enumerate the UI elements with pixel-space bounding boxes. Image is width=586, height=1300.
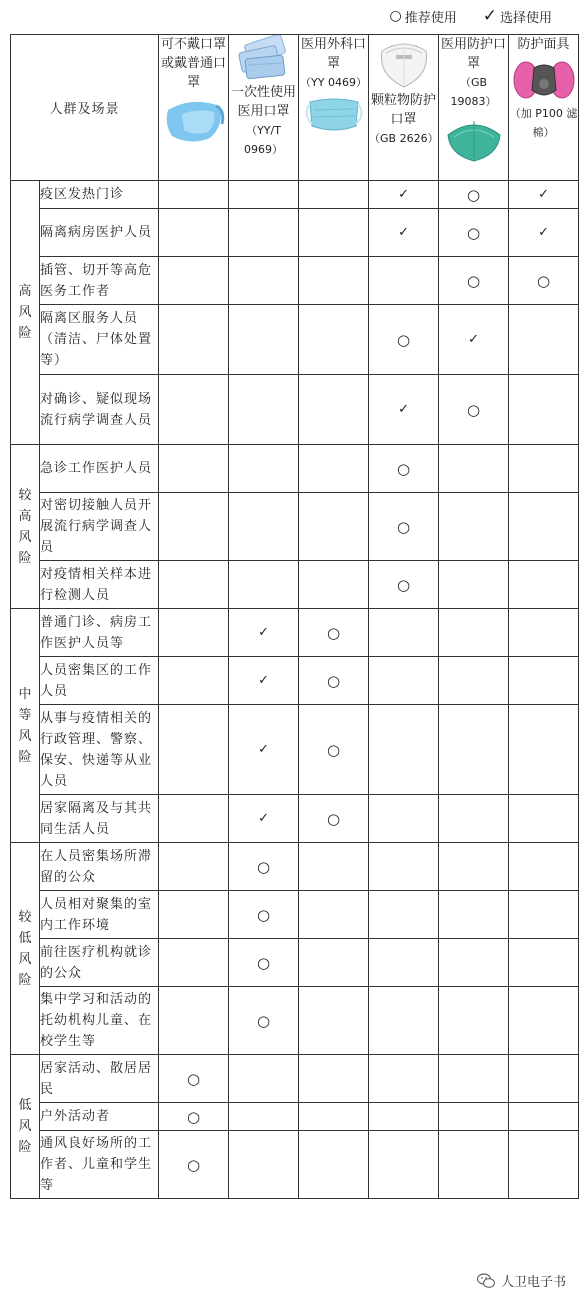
recommended-circle-icon: ○ [509, 257, 579, 305]
empty-cell [369, 1131, 439, 1199]
scene-cell: 隔离区服务人员（清洁、尸体处置等） [40, 305, 159, 375]
mask-label: 一次性使用医用口罩 [231, 85, 297, 119]
empty-cell [299, 561, 369, 609]
legend-optional-label: 选择使用 [499, 10, 552, 26]
empty-cell [439, 891, 509, 939]
optional-checkmark-icon: ✓ [369, 181, 439, 209]
empty-cell [439, 987, 509, 1055]
watermark [477, 1271, 566, 1290]
legend-optional [483, 6, 552, 26]
table-body [11, 181, 579, 1199]
empty-cell [509, 445, 579, 493]
empty-cell [369, 705, 439, 795]
empty-cell [299, 987, 369, 1055]
risk-level-cell [11, 445, 40, 609]
scene-cell: 居家隔离及与其共同生活人员 [40, 795, 159, 843]
scene-cell: 插管、切开等高危医务工作者 [40, 257, 159, 305]
empty-cell [229, 1131, 299, 1199]
scene-cell: 对确诊、疑似现场流行病学调查人员 [40, 375, 159, 445]
scene-cell: 人员相对聚集的室内工作环境 [40, 891, 159, 939]
empty-cell [229, 305, 299, 375]
empty-cell [369, 657, 439, 705]
scene-cell: 急诊工作医护人员 [40, 445, 159, 493]
recommended-circle-icon: ○ [229, 843, 299, 891]
table-row [11, 609, 579, 657]
empty-cell [439, 657, 509, 705]
empty-cell [369, 257, 439, 305]
empty-cell [439, 561, 509, 609]
empty-cell [439, 1103, 509, 1131]
empty-cell [159, 939, 229, 987]
empty-cell [159, 657, 229, 705]
recommended-circle-icon: ○ [439, 375, 509, 445]
optional-checkmark-icon: ✓ [229, 705, 299, 795]
risk-level-label: 低风险 [18, 1098, 32, 1155]
watermark-text: 人卫电子书 [500, 1275, 566, 1290]
recommended-circle-icon: ○ [299, 795, 369, 843]
scene-cell: 对密切接触人员开展流行病学调查人员 [40, 493, 159, 561]
optional-checkmark-icon: ✓ [229, 609, 299, 657]
empty-cell [369, 1055, 439, 1103]
empty-cell [439, 939, 509, 987]
mask-header-medical-protective [439, 35, 509, 181]
scene-cell: 在人员密集场所滞留的公众 [40, 843, 159, 891]
empty-cell [509, 561, 579, 609]
empty-cell [439, 1131, 509, 1199]
empty-cell [159, 493, 229, 561]
empty-cell [299, 1103, 369, 1131]
recommended-circle-icon: ○ [299, 657, 369, 705]
legend [390, 6, 553, 26]
table-row [11, 795, 579, 843]
empty-cell [509, 891, 579, 939]
empty-cell [159, 987, 229, 1055]
table-row [11, 445, 579, 493]
empty-cell [509, 939, 579, 987]
risk-level-cell [11, 1055, 40, 1199]
green-n95-respirator-picture [442, 111, 506, 163]
scene-cell: 集中学习和活动的托幼机构儿童、在校学生等 [40, 987, 159, 1055]
empty-cell [299, 939, 369, 987]
mask-standard: （加 P100 滤棉） [509, 107, 578, 139]
empty-cell [299, 1131, 369, 1199]
table-row [11, 705, 579, 795]
table-row [11, 657, 579, 705]
empty-cell [369, 1103, 439, 1131]
scene-cell: 对疫情相关样本进行检测人员 [40, 561, 159, 609]
table-row [11, 375, 579, 445]
empty-cell [159, 891, 229, 939]
empty-cell [439, 843, 509, 891]
empty-cell [299, 209, 369, 257]
empty-cell [509, 1055, 579, 1103]
recommended-circle-icon: ○ [229, 987, 299, 1055]
recommended-circle-icon: ○ [159, 1055, 229, 1103]
scene-column-header: 人群及场景 [11, 35, 159, 181]
risk-level-label: 高风险 [18, 284, 32, 341]
optional-checkmark-icon: ✓ [509, 209, 579, 257]
mask-header-none-or-ordinary [159, 35, 229, 181]
optional-checkmark-icon: ✓ [369, 375, 439, 445]
empty-cell [509, 1131, 579, 1199]
empty-cell [159, 609, 229, 657]
white-particulate-respirator-picture [372, 35, 436, 91]
mask-standard: （YY/T 0969） [244, 124, 284, 156]
empty-cell [369, 843, 439, 891]
table-row [11, 305, 579, 375]
mask-standard: （GB 19083） [450, 76, 497, 108]
mask-label: 医用外科口罩 [301, 37, 367, 71]
empty-cell [299, 305, 369, 375]
table-row [11, 257, 579, 305]
mask-label: 防护面具 [517, 37, 570, 52]
empty-cell [439, 795, 509, 843]
scene-cell: 疫区发热门诊 [40, 181, 159, 209]
empty-cell [509, 705, 579, 795]
wechat-icon [477, 1273, 495, 1289]
scene-cell: 居家活动、散居居民 [40, 1055, 159, 1103]
empty-cell [299, 493, 369, 561]
table-row [11, 561, 579, 609]
empty-cell [159, 375, 229, 445]
recommended-circle-icon: ○ [229, 939, 299, 987]
risk-level-label: 较高风险 [18, 487, 32, 566]
empty-cell [229, 1055, 299, 1103]
recommended-circle-icon: ○ [439, 257, 509, 305]
empty-cell [229, 1103, 299, 1131]
optional-checkmark-icon: ✓ [439, 305, 509, 375]
empty-cell [509, 795, 579, 843]
risk-level-cell [11, 843, 40, 1055]
risk-level-label: 较低风险 [18, 909, 32, 988]
recommended-circle-icon: ○ [369, 561, 439, 609]
table-row [11, 891, 579, 939]
recommended-circle-icon: ○ [369, 493, 439, 561]
mask-standard: （YY 0469） [300, 76, 367, 89]
risk-level-cell [11, 609, 40, 843]
recommended-circle-icon: ○ [229, 891, 299, 939]
table-row [11, 843, 579, 891]
pink-filter-respirator-picture [512, 54, 576, 104]
optional-checkmark-icon: ✓ [509, 181, 579, 209]
optional-checkmark-icon: ✓ [369, 209, 439, 257]
empty-cell [159, 795, 229, 843]
empty-cell [509, 657, 579, 705]
empty-cell [159, 257, 229, 305]
empty-cell [509, 493, 579, 561]
empty-cell [439, 609, 509, 657]
legend-recommended [390, 7, 457, 26]
empty-cell [299, 181, 369, 209]
empty-cell [509, 305, 579, 375]
circle-icon: ○ [389, 8, 402, 24]
empty-cell [159, 181, 229, 209]
recommended-circle-icon: ○ [299, 609, 369, 657]
empty-cell [299, 843, 369, 891]
recommended-circle-icon: ○ [159, 1103, 229, 1131]
empty-cell [299, 891, 369, 939]
empty-cell [159, 561, 229, 609]
empty-cell [159, 209, 229, 257]
table-row [11, 987, 579, 1055]
empty-cell [509, 1103, 579, 1131]
disposable-mask-stack-picture [232, 35, 296, 83]
empty-cell [439, 705, 509, 795]
risk-level-cell [11, 181, 40, 445]
recommended-circle-icon: ○ [439, 181, 509, 209]
risk-level-label: 中等风险 [18, 686, 32, 765]
mask-recommendation-table [10, 34, 579, 1199]
scene-cell: 通风良好场所的工作者、儿童和学生等 [40, 1131, 159, 1199]
mask-header-disposable-medical [229, 35, 299, 181]
surgical-mask-picture [302, 92, 366, 138]
empty-cell [439, 445, 509, 493]
optional-checkmark-icon: ✓ [229, 795, 299, 843]
table-row [11, 181, 579, 209]
recommended-circle-icon: ○ [369, 445, 439, 493]
empty-cell [159, 843, 229, 891]
optional-checkmark-icon: ✓ [229, 657, 299, 705]
empty-cell [159, 305, 229, 375]
table-row [11, 939, 579, 987]
scene-cell: 人员密集区的工作人员 [40, 657, 159, 705]
blue-fabric-mask-picture [162, 92, 226, 148]
empty-cell [159, 705, 229, 795]
empty-cell [229, 445, 299, 493]
table-row [11, 1131, 579, 1199]
empty-cell [369, 891, 439, 939]
empty-cell [299, 257, 369, 305]
empty-cell [369, 795, 439, 843]
empty-cell [369, 939, 439, 987]
table-row [11, 209, 579, 257]
scene-cell: 普通门诊、病房工作医护人员等 [40, 609, 159, 657]
mask-header-face-mask [509, 35, 579, 181]
mask-standard: （GB 2626） [369, 132, 439, 145]
mask-header-surgical [299, 35, 369, 181]
empty-cell [229, 561, 299, 609]
empty-cell [369, 987, 439, 1055]
empty-cell [299, 1055, 369, 1103]
recommended-circle-icon: ○ [369, 305, 439, 375]
table-row [11, 1055, 579, 1103]
empty-cell [509, 987, 579, 1055]
mask-label: 可不戴口罩或戴普通口罩 [161, 37, 227, 90]
empty-cell [299, 445, 369, 493]
empty-cell [159, 445, 229, 493]
empty-cell [509, 609, 579, 657]
mask-label: 医用防护口罩 [441, 37, 507, 71]
table-row [11, 493, 579, 561]
empty-cell [229, 375, 299, 445]
mask-label: 颗粒物防护口罩 [371, 93, 437, 127]
recommended-circle-icon: ○ [439, 209, 509, 257]
empty-cell [229, 209, 299, 257]
empty-cell [439, 1055, 509, 1103]
empty-cell [229, 493, 299, 561]
empty-cell [439, 493, 509, 561]
empty-cell [229, 181, 299, 209]
empty-cell [369, 609, 439, 657]
empty-cell [299, 375, 369, 445]
checkmark-icon: ✓ [482, 6, 497, 26]
legend-recommended-label: 推荐使用 [404, 10, 457, 26]
scene-cell: 隔离病房医护人员 [40, 209, 159, 257]
empty-cell [229, 257, 299, 305]
table-header-row [11, 35, 579, 181]
table-row [11, 1103, 579, 1131]
recommended-circle-icon: ○ [299, 705, 369, 795]
recommended-circle-icon: ○ [159, 1131, 229, 1199]
scene-cell: 前往医疗机构就诊的公众 [40, 939, 159, 987]
empty-cell [509, 375, 579, 445]
scene-cell: 从事与疫情相关的行政管理、警察、保安、快递等从业人员 [40, 705, 159, 795]
scene-cell: 户外活动者 [40, 1103, 159, 1131]
mask-header-particulate [369, 35, 439, 181]
empty-cell [509, 843, 579, 891]
